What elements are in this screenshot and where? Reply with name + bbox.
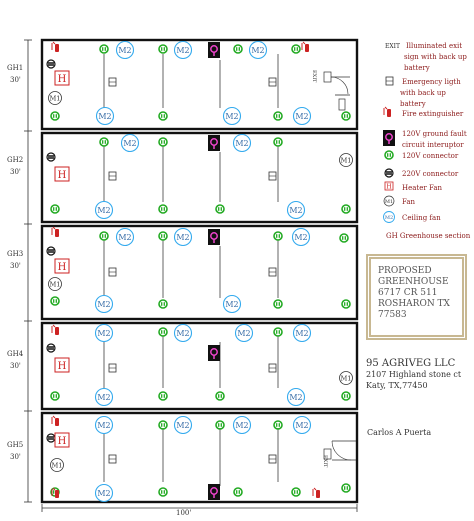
svg-text:M2: M2: [97, 393, 111, 402]
legend-text: Illuminated exit: [406, 42, 463, 50]
legend-text: GH Greenhouse section: [386, 232, 471, 240]
legend-item: [385, 151, 459, 160]
outlet-120v-icon: [51, 392, 59, 400]
fire-extinguisher-icon: [52, 42, 59, 52]
outlet-120v-icon: [340, 234, 348, 242]
emergency-light-icon: [269, 172, 276, 180]
legend-text: Heater Fan: [402, 184, 443, 192]
outlet-120v-icon: [159, 45, 167, 53]
fan-icon: [340, 372, 353, 385]
fan-icon: [51, 459, 64, 472]
ceiling-fan-icon: [175, 42, 192, 59]
svg-text:H: H: [57, 262, 67, 273]
legend-text: Fan: [402, 198, 416, 206]
outlet-220v-icon: [47, 344, 55, 352]
svg-text:M2: M2: [235, 139, 249, 148]
svg-text:M2: M2: [225, 112, 239, 121]
outlet-220v-icon: [47, 434, 55, 442]
fire-extinguisher-icon: [52, 325, 59, 335]
company-block: [366, 358, 471, 391]
legend-text: with back up: [400, 89, 446, 97]
outlet-120v-icon: [51, 205, 59, 213]
title-line: PROPOSED: [378, 266, 432, 276]
outlet-120v-icon: [274, 300, 282, 308]
ceiling-fan-icon: [234, 417, 251, 434]
legend-item: [383, 130, 467, 149]
outlet-220v-icon: [47, 247, 55, 255]
ceiling-fan-icon: [117, 229, 134, 246]
outlet-120v-icon: [159, 232, 167, 240]
heater-fan-icon: [55, 167, 69, 181]
outlet-120v-icon: [274, 112, 282, 120]
section-width: 30': [10, 262, 21, 270]
svg-text:M2: M2: [98, 112, 112, 121]
title-line: 6717 CR 511: [378, 288, 438, 298]
heater-fan-icon: [55, 259, 69, 273]
outlet-120v-icon: [292, 488, 300, 496]
ceiling-fan-icon: [122, 135, 139, 152]
outlet-120v-icon: [100, 232, 108, 240]
gfci-outlet-icon: [208, 42, 220, 58]
outlet-120v-icon: [100, 138, 108, 146]
emergency-light-icon: [269, 455, 276, 463]
svg-text:M2: M2: [118, 233, 132, 242]
ceiling-fan-icon: [224, 296, 241, 313]
ceiling-fan-icon: [175, 417, 192, 434]
ceiling-fan-icon: [96, 485, 113, 502]
svg-text:M2: M2: [97, 421, 111, 430]
svg-text:M2: M2: [123, 139, 137, 148]
outlet-120v-icon: [216, 205, 224, 213]
svg-text:M1: M1: [340, 156, 352, 165]
outlet-120v-icon: [342, 205, 350, 213]
outlet-120v-icon: [51, 112, 59, 120]
legend-item: [385, 42, 467, 72]
svg-text:M2: M2: [176, 421, 190, 430]
legend-item: [385, 182, 443, 192]
outlet-120v-icon: [216, 421, 224, 429]
section-width: 30': [10, 168, 21, 176]
title-line: ROSHARON TX: [378, 299, 450, 309]
svg-text:M2: M2: [295, 329, 309, 338]
svg-text:H: H: [57, 170, 67, 181]
overall-length-label: 100': [176, 509, 192, 517]
ceiling-fan-icon: [96, 325, 113, 342]
ceiling-fan-icon: [236, 325, 253, 342]
fire-extinguisher-icon: [52, 227, 59, 237]
legend-text: circuit interuptor: [402, 141, 464, 149]
author-name: Carlos A Puerta: [367, 428, 432, 437]
gfci-outlet-icon: [208, 135, 220, 151]
section-outline-gh3: [42, 226, 357, 319]
ceiling-fan-icon: [96, 389, 113, 406]
svg-text:M2: M2: [176, 329, 190, 338]
section-width: 30': [10, 76, 21, 84]
svg-text:M2: M2: [384, 215, 394, 221]
ceiling-fan-icon: [96, 417, 113, 434]
emergency-light-icon: [269, 78, 276, 86]
company-name: 95 AGRIVEG LLC: [366, 358, 456, 369]
svg-text:M2: M2: [295, 112, 309, 121]
ceiling-fan-icon: [288, 389, 305, 406]
left-dimension-line: [24, 40, 32, 502]
section-width: 30': [10, 362, 21, 370]
outlet-120v-icon: [159, 112, 167, 120]
fan-icon: [340, 154, 353, 167]
svg-text:M2: M2: [289, 206, 303, 215]
outlet-120v-icon: [159, 392, 167, 400]
svg-text:M2: M2: [97, 206, 111, 215]
fire-extinguisher-icon: [313, 488, 320, 498]
svg-text:M2: M2: [235, 421, 249, 430]
outlet-120v-icon: [342, 392, 350, 400]
section-label: GH5: [7, 441, 24, 449]
exit-sign-icon: EXIT: [385, 43, 401, 50]
ceiling-fan-icon: [288, 202, 305, 219]
fire-extinguisher-icon: [302, 42, 309, 52]
greenhouse-sections: [42, 40, 357, 502]
legend-text: sign with back up: [404, 53, 467, 61]
outlet-120v-icon: [385, 151, 393, 159]
bottom-dimension-line: [42, 504, 357, 512]
title-line: 77583: [378, 310, 407, 320]
outlet-220v-icon: [47, 153, 55, 161]
outlet-120v-icon: [342, 112, 350, 120]
fan-icon: [49, 278, 62, 291]
outlet-120v-icon: [274, 138, 282, 146]
outlet-120v-icon: [51, 297, 59, 305]
svg-text:H: H: [57, 436, 67, 447]
svg-text:M1: M1: [51, 461, 63, 470]
emergency-light-icon: [109, 172, 116, 180]
svg-text:M2: M2: [176, 46, 190, 55]
ceiling-fan-icon: [234, 135, 251, 152]
section-width: 30': [10, 453, 21, 461]
company-address-line: 2107 Highland stone ct: [366, 370, 462, 379]
gfci-outlet-icon: [208, 345, 220, 361]
svg-text:EXIT: EXIT: [322, 455, 328, 468]
section-label: GH2: [7, 156, 24, 164]
legend-item: [386, 77, 461, 108]
svg-text:H: H: [386, 183, 392, 191]
fan-icon: [49, 92, 62, 105]
ceiling-fan-icon: [175, 325, 192, 342]
heater-fan-icon: [55, 433, 69, 447]
svg-text:M2: M2: [295, 421, 309, 430]
legend-text: Emergency ligth: [402, 78, 461, 86]
ceiling-fan-icon: [294, 325, 311, 342]
svg-text:M2: M2: [97, 329, 111, 338]
svg-text:M2: M2: [251, 46, 265, 55]
ceiling-fan-icon: [96, 202, 113, 219]
legend-item: [384, 212, 442, 223]
svg-text:M2: M2: [294, 233, 308, 242]
svg-text:M2: M2: [176, 233, 190, 242]
outlet-120v-icon: [100, 45, 108, 53]
svg-text:M2: M2: [237, 329, 251, 338]
company-address-line: Katy, TX,77450: [366, 381, 428, 390]
legend-text: 220V connector: [402, 170, 459, 178]
outlet-120v-icon: [274, 328, 282, 336]
gfci-outlet-icon: [208, 229, 220, 245]
outlet-120v-icon: [274, 232, 282, 240]
exit-sign-icon: [322, 455, 328, 468]
legend-text: Ceiling fan: [402, 214, 441, 222]
ceiling-fan-icon: [97, 108, 114, 125]
gh2-equipment: [47, 135, 350, 213]
heater-fan-icon: [55, 358, 69, 372]
section-label: GH1: [7, 64, 24, 72]
fire-extinguisher-icon: [52, 416, 59, 426]
svg-text:EXIT: EXIT: [311, 70, 317, 83]
ceiling-fan-icon: [294, 108, 311, 125]
ceiling-fan-icon: [117, 42, 134, 59]
emergency-light-icon: [109, 78, 116, 86]
outlet-120v-icon: [159, 300, 167, 308]
outlet-120v-icon: [159, 328, 167, 336]
legend-text: battery: [400, 100, 426, 108]
svg-text:M2: M2: [289, 393, 303, 402]
legend-text: 120V ground fault: [402, 130, 467, 138]
outlet-120v-icon: [342, 300, 350, 308]
title-block: [366, 254, 467, 340]
exit-sign-icon: [311, 70, 317, 83]
emergency-light-icon: [269, 268, 276, 276]
gfci-outlet-icon: [383, 130, 395, 146]
svg-text:M2: M2: [225, 300, 239, 309]
svg-text:H: H: [57, 74, 67, 85]
legend-text: battery: [404, 64, 430, 72]
svg-text:M2: M2: [97, 489, 111, 498]
outlet-120v-icon: [342, 484, 350, 492]
emergency-light-icon: [109, 455, 116, 463]
svg-text:M1: M1: [49, 94, 61, 103]
outlet-120v-icon: [216, 392, 224, 400]
ceiling-fan-icon: [175, 229, 192, 246]
title-line: GREENHOUSE: [378, 277, 449, 287]
legend-item: [384, 196, 416, 206]
ceiling-fan-icon: [250, 42, 267, 59]
fire-extinguisher-icon: [384, 107, 391, 117]
outlet-120v-icon: [234, 488, 242, 496]
outlet-120v-icon: [159, 205, 167, 213]
ceiling-fan-icon: [96, 296, 113, 313]
legend-item: [385, 169, 459, 178]
svg-text:H: H: [57, 361, 67, 372]
exit-door-gh1: [324, 72, 350, 110]
outlet-120v-icon: [292, 45, 300, 53]
section-label: GH4: [7, 350, 24, 358]
ceiling-fan-icon: [294, 417, 311, 434]
ceiling-fan-icon: [224, 108, 241, 125]
outlet-120v-icon: [159, 488, 167, 496]
outlet-120v-icon: [234, 45, 242, 53]
legend-item: [384, 107, 464, 118]
svg-text:M2: M2: [118, 46, 132, 55]
legend-item: [386, 232, 471, 240]
emergency-light-icon: [109, 364, 116, 372]
svg-text:M2: M2: [97, 300, 111, 309]
ceiling-fan-icon: [293, 229, 310, 246]
legend-text: 120V connector: [402, 152, 459, 160]
legend-text: Fire extinguisher: [402, 110, 464, 118]
outlet-220v-icon: [47, 60, 55, 68]
section-outline-gh2: [42, 133, 357, 222]
outlet-120v-icon: [274, 421, 282, 429]
emergency-light-icon: [109, 268, 116, 276]
section-label: GH3: [7, 250, 24, 258]
svg-text:M1: M1: [340, 374, 352, 383]
outlet-220v-icon: [385, 169, 393, 177]
heater-fan-icon: [55, 71, 69, 85]
outlet-120v-icon: [159, 421, 167, 429]
gfci-outlet-icon: [208, 484, 220, 500]
emergency-light-icon: [269, 364, 276, 372]
svg-text:M1: M1: [384, 199, 394, 205]
outlet-120v-icon: [159, 138, 167, 146]
emergency-light-icon: [386, 77, 393, 85]
svg-text:M1: M1: [49, 280, 61, 289]
